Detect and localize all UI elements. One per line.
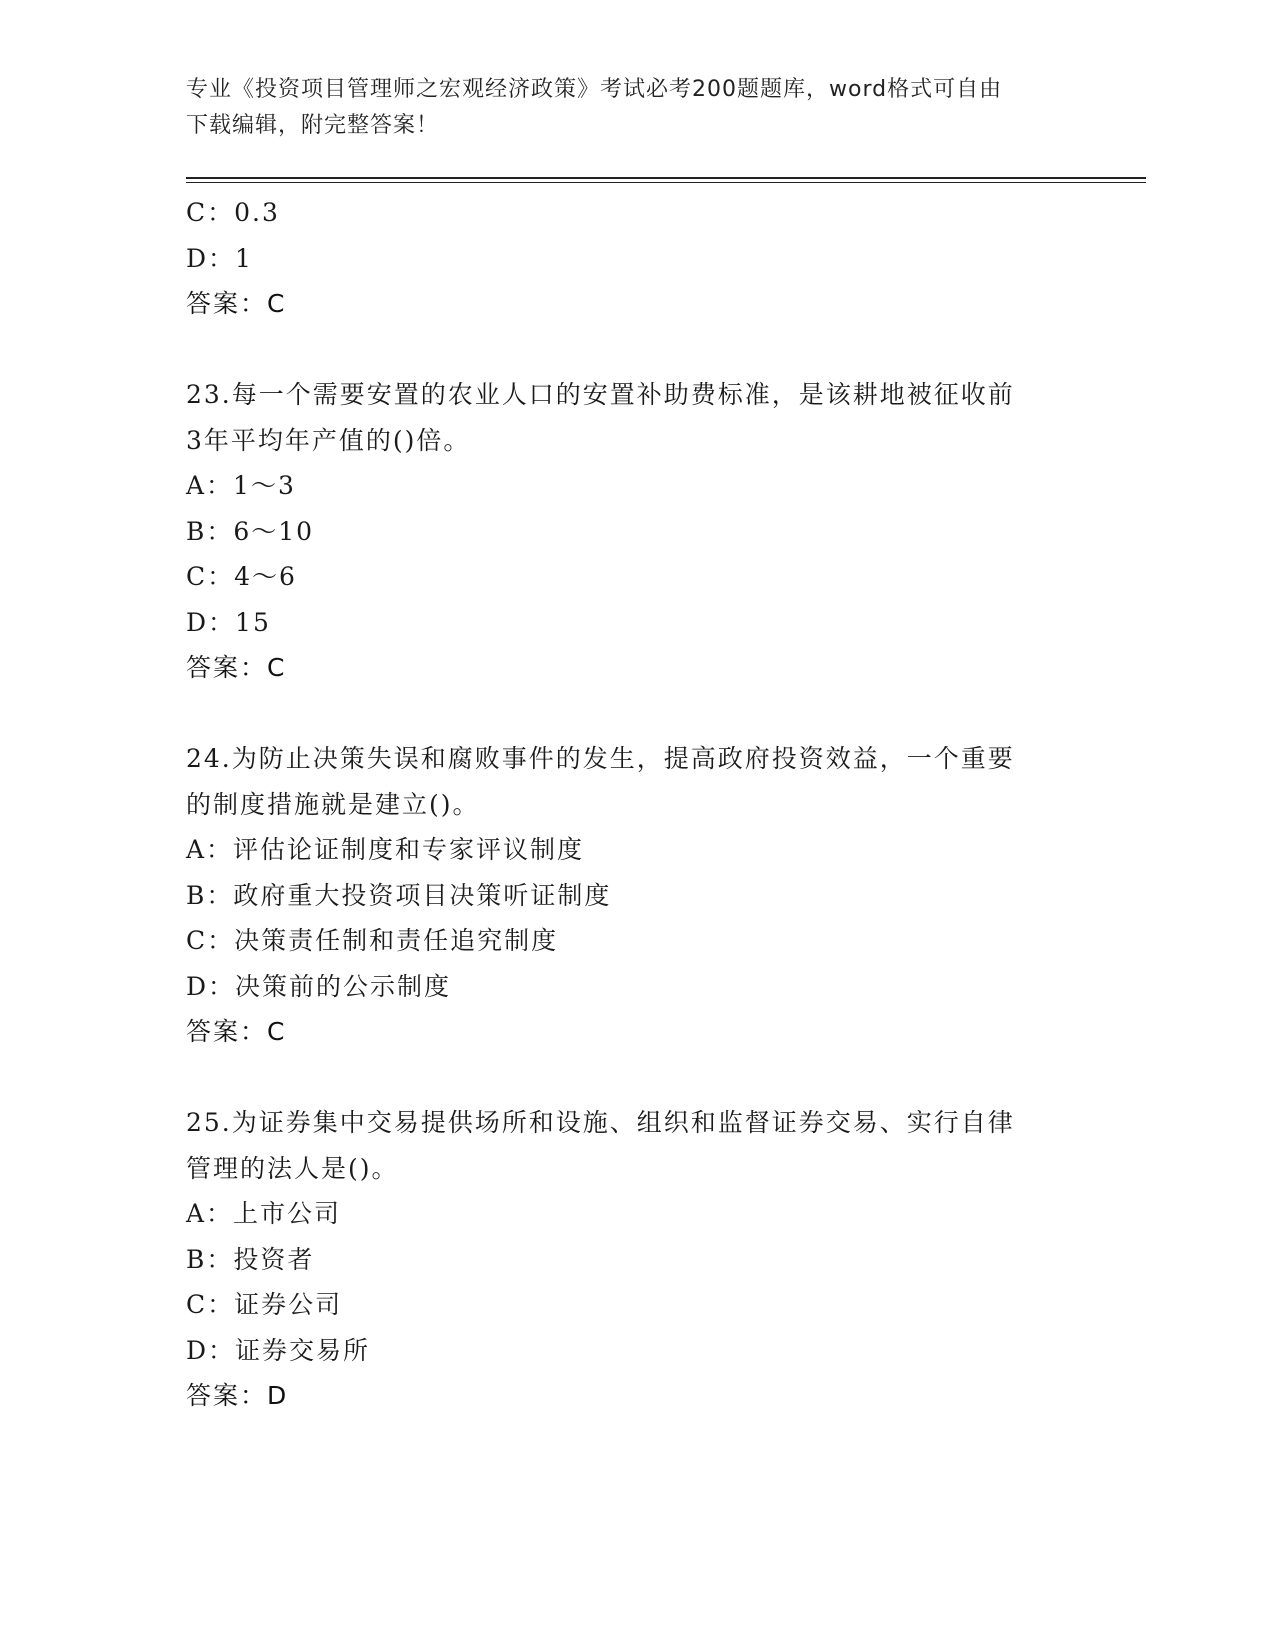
question-24 [186, 736, 1086, 1055]
question-stem-line-2: 的制度措施就是建立()。 [186, 789, 480, 819]
option-a: A：评估论证制度和专家评议制度 [186, 835, 585, 864]
question-22-continued [186, 190, 1086, 327]
header-divider-thin [186, 182, 1146, 183]
answer-line: 答案：C [186, 289, 287, 318]
option-a: A：上市公司 [186, 1199, 342, 1228]
option-d: D：决策前的公示制度 [186, 971, 452, 1001]
option-c: C：决策责任制和责任追究制度 [186, 926, 559, 955]
spacer [186, 1055, 1086, 1101]
option-c: C：4～6 [186, 562, 297, 591]
question-stem-line-1: 25.为证券集中交易提供场所和设施、组织和监督证券交易、实行自律 [186, 1108, 1015, 1137]
question-23 [186, 372, 1086, 691]
option-d: D：1 [186, 243, 253, 273]
question-25 [186, 1100, 1086, 1419]
header-title-line-1: 专业《投资项目管理师之宏观经济政策》考试必考200题题库，word格式可自由 [186, 77, 1003, 102]
option-a: A：1～3 [186, 471, 296, 500]
option-d: D：证券交易所 [186, 1335, 371, 1365]
option-d: D：15 [186, 607, 271, 637]
question-stem-line-1: 24.为防止决策失误和腐败事件的发生，提高政府投资效益，一个重要 [186, 744, 1015, 773]
header-title-line-2: 下载编辑，附完整答案！ [186, 113, 440, 138]
answer-line: 答案：C [186, 1017, 287, 1046]
option-c: C：证券公司 [186, 1290, 343, 1319]
option-b: B：政府重大投资项目决策听证制度 [186, 880, 612, 910]
question-stem-line-1: 23.每一个需要安置的农业人口的安置补助费标准，是该耕地被征收前 [186, 380, 1015, 409]
question-stem-line-2: 3年平均年产值的()倍。 [186, 425, 471, 455]
option-c: C：0.3 [186, 198, 280, 227]
question-stem-line-2: 管理的法人是()。 [186, 1153, 399, 1183]
header-divider-thick [186, 177, 1146, 179]
spacer [186, 691, 1086, 737]
page-header [186, 72, 1086, 144]
answer-line: 答案：C [186, 653, 287, 682]
question-content [186, 190, 1086, 1419]
option-b: B：6～10 [186, 516, 315, 546]
answer-line: 答案：D [186, 1381, 289, 1410]
option-b: B：投资者 [186, 1244, 315, 1274]
spacer [186, 327, 1086, 373]
